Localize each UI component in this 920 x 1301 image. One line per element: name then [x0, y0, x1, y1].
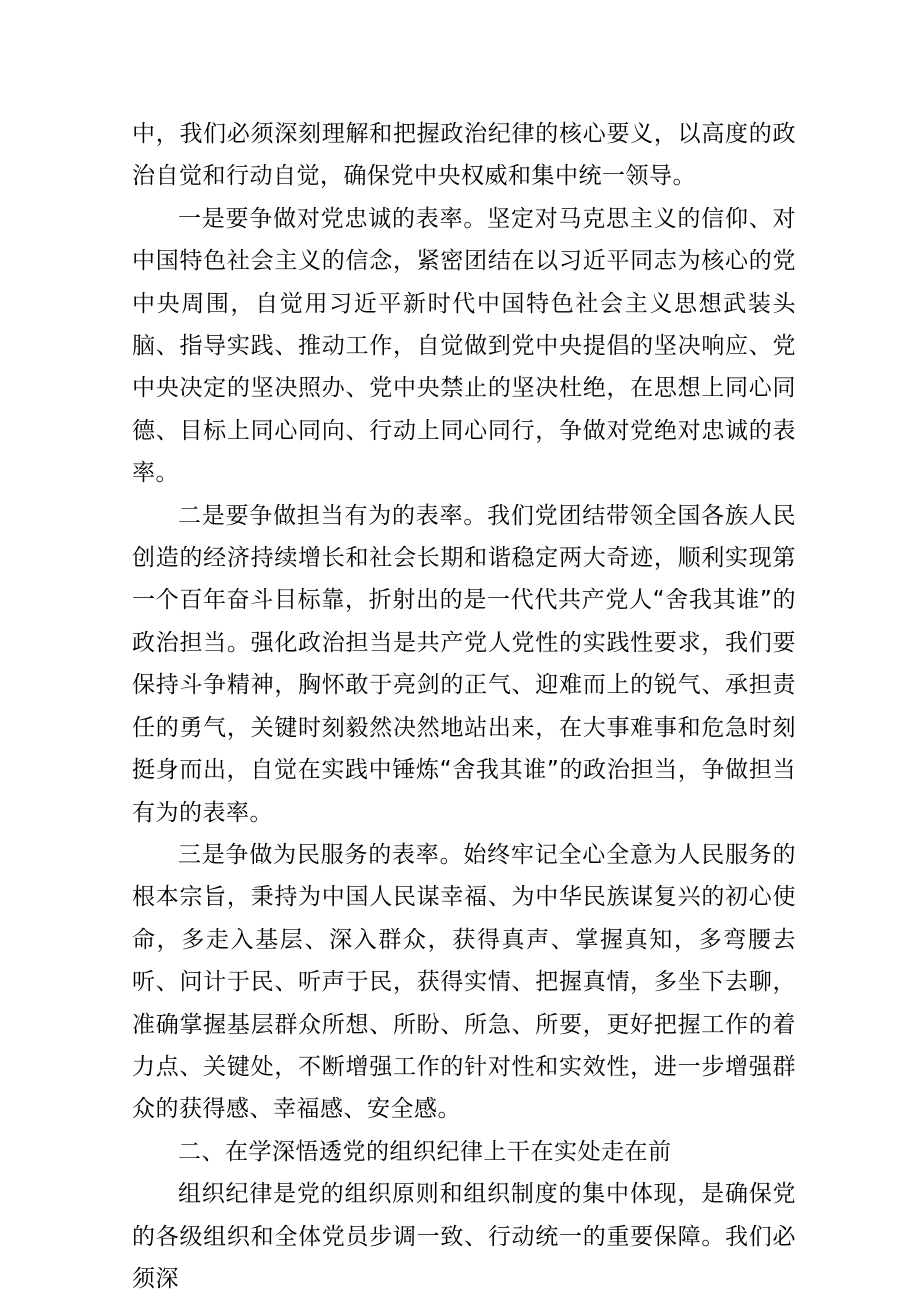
- paragraph-loyalty: 一是要争做对党忠诚的表率。坚定对马克思主义的信仰、对中国特色社会主义的信念，紧密团结在以习近平同志为核心的党中央周围，自觉用习近平新时代中国特色社会主义思想武装头脑、指导实践、推动工作，自觉做到党中央提倡的坚决响应、党中央决定的坚决照办、党中央禁止的坚决杜绝，在思想上同心同德、目标上同心同向、行动上同心同行，争做对党绝对忠诚的表率。: [132, 205, 796, 487]
- section-heading-organizational-discipline: 二、在学深悟透党的组织纪律上干在实处走在前: [178, 1138, 672, 1165]
- paragraph-responsibility: 二是要争做担当有为的表率。我们党团结带领全国各族人民创造的经济持续增长和社会长期和谐稳定两大奇迹，顺利实现第一个百年奋斗目标靠，折射出的是一代代共产党人“舍我其谁”的政治担当。强化政治担当是共产党人党性的实践性要求，我们要保持斗争精神，胸怀敢于亮剑的正气、迎难而上的锐气、承担责任的勇气，关键时刻毅然决然地站出来，在大事难事和危急时刻挺身而出，自觉在实践中锤炼“舍我其谁”的政治担当，争做担当有为的表率。: [132, 502, 796, 826]
- paragraph-organizational-discipline: 组织纪律是党的组织原则和组织制度的集中体现，是确保党的各级组织和全体党员步调一致、行动统一的重要保障。我们必须深: [132, 1181, 796, 1292]
- document-body: [132, 113, 796, 1300]
- paragraph-continuation: 中，我们必须深刻理解和把握政治纪律的核心要义，以高度的政治自觉和行动自觉，确保党中央权威和集中统一领导。: [132, 121, 796, 190]
- paragraph-serve-people: 三是争做为民服务的表率。始终牢记全心全意为人民服务的根本宗旨，秉持为中国人民谋幸福、为中华民族谋复兴的初心使命，多走入基层、深入群众，获得真声、掌握真知，多弯腰去听、问计于民、听声于民，获得实情、把握真情，多坐下去聊，准确掌握基层群众所想、所盼、所急、所要，更好把握工作的着力点、关键处，不断增强工作的针对性和实效性，进一步增强群众的获得感、幸福感、安全感。: [132, 841, 796, 1123]
